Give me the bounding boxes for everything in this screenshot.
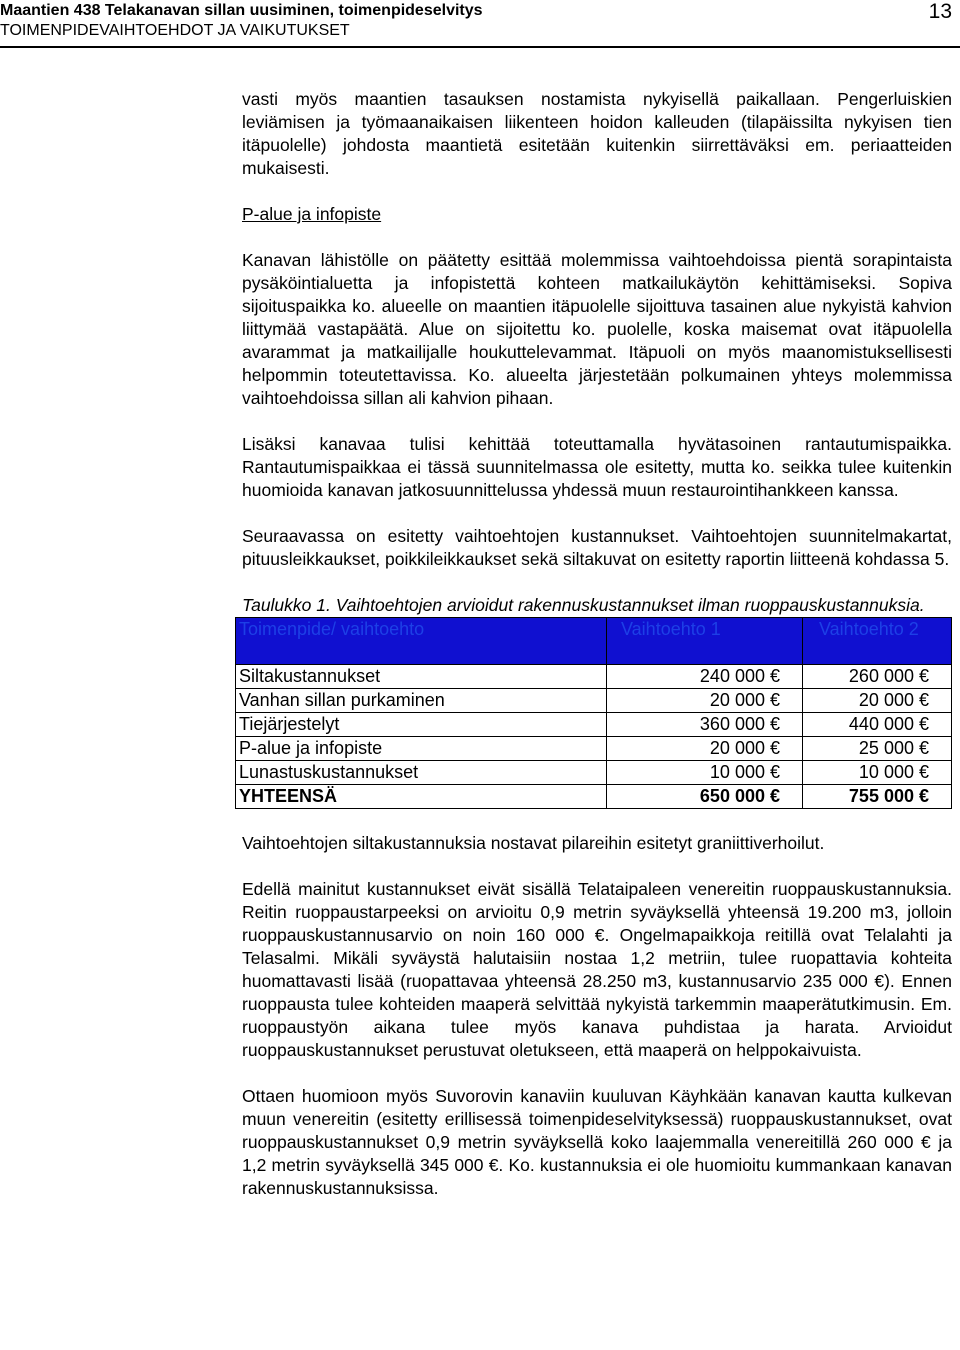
table-row bbox=[236, 737, 952, 761]
page-number: 13 bbox=[928, 0, 952, 23]
paragraph-4: Seuraavassa on esitetty vaihtoehtojen kustannukset. Vaihtoehtojen suunnitelmakartat, pituusleikkaukset, poikkileikkaukset sekä siltakuvat on esitetty raportin liitteenä kohdassa 5. bbox=[242, 526, 952, 569]
paragraph-1: vasti myös maantien tasauksen nostamista nykyisellä paikallaan. Pengerluiskien leviämisen ja työmaanaikaisen liikenteen hoidon kalleuden (tilapäissilta nykyisen tien itäpuolelle) johdosta maantietä esitetään kuitenkin siirrettäväksi em. periaatteiden mukaisesti. bbox=[242, 89, 952, 178]
table-cell: 755 000 € bbox=[803, 785, 952, 809]
paragraph-7: Ottaen huomioon myös Suvorovin kanaviin kuuluvan Käyhkään kanavan kautta kulkevan muun venereitin (esitetty erillisessä toimenpideselvityksessä) ruoppauskustannukset, ovat ruoppauskustannukset 0,9 metrin syväyksellä koko laajemmalla venereitillä 260 000 € ja 1,2 metrin syväyksellä 345 000 €. Ko. kustannuksia ei ole huomioitu kummankaan kanavan rakennuskustannuksissa. bbox=[242, 1086, 952, 1198]
table-header-cell: Vaihtoehto 2 bbox=[803, 618, 952, 665]
table-cell: 10 000 € bbox=[803, 761, 952, 785]
paragraph-2: Kanavan lähistölle on päätetty esittää molemmissa vaihtoehdoissa pientä sorapintaista pysäköintialuetta ja infopistettä kohteen matkailukäytön kehittämiseksi. Sopiva sijoituspaikka ko. alueelle on maantien itäpuolelle sijoittuva tasainen alue nykyistä kahvion liittymää vastapäätä. Alue on sijoitettu ko. puolelle, koska maisemat ovat itäpuolella avarammat ja matkailijalle houkuttelevammat. Itäpuoli on myös maanomistuksellisesti helpommin toteutettavissa. Ko. alueelta järjestetään polkumainen yhteys molemmissa vaihtoehdoissa sillan ali kahvion pihaan. bbox=[242, 250, 952, 408]
table-row bbox=[236, 665, 952, 689]
table-header-cell: Toimenpide/ vaihtoehto bbox=[236, 618, 607, 665]
paragraph-5: Vaihtoehtojen siltakustannuksia nostavat pilareihin esitetyt graniittiverhoilut. bbox=[242, 833, 825, 853]
document-body bbox=[239, 88, 952, 1200]
document-title: Maantien 438 Telakanavan sillan uusiminen, toimenpideselvitys bbox=[0, 2, 483, 19]
table-cell: 25 000 € bbox=[803, 737, 952, 761]
table-cell: 650 000 € bbox=[607, 785, 803, 809]
table-row bbox=[236, 761, 952, 785]
table-total-row bbox=[236, 785, 952, 809]
table-cell: Vanhan sillan purkaminen bbox=[236, 689, 607, 713]
table-cell: 20 000 € bbox=[803, 689, 952, 713]
paragraph-3: Lisäksi kanavaa tulisi kehittää toteuttamalla hyvätasoinen rantautumispaikka. Rantautumispaikkaa ei tässä suunnitelmassa ole esitetty, mutta ko. seikka tulee kuitenkin huomioida kanavan jatkosuunnittelussa yhdessä muun restaurointihankkeen kanssa. bbox=[242, 434, 952, 500]
section-heading: P-alue ja infopiste bbox=[242, 204, 382, 224]
table-header-cell: Vaihtoehto 1 bbox=[607, 618, 803, 665]
table-cell: 240 000 € bbox=[607, 665, 803, 689]
page-header bbox=[0, 0, 960, 52]
document-subtitle: TOIMENPIDEVAIHTOEHDOT JA VAIKUTUKSET bbox=[0, 22, 350, 39]
table-cell: 20 000 € bbox=[607, 737, 803, 761]
table-cell: YHTEENSÄ bbox=[236, 785, 607, 809]
table-row bbox=[236, 713, 952, 737]
table-cell: Lunastuskustannukset bbox=[236, 761, 607, 785]
table-row bbox=[236, 689, 952, 713]
header-divider bbox=[0, 46, 960, 48]
table-cell: 260 000 € bbox=[803, 665, 952, 689]
table-cell: Tiejärjestelyt bbox=[236, 713, 607, 737]
cost-table bbox=[235, 617, 952, 809]
table-cell: 10 000 € bbox=[607, 761, 803, 785]
table-cell: Siltakustannukset bbox=[236, 665, 607, 689]
table-cell: 360 000 € bbox=[607, 713, 803, 737]
table-cell: 440 000 € bbox=[803, 713, 952, 737]
table-cell: P-alue ja infopiste bbox=[236, 737, 607, 761]
table-cell: 20 000 € bbox=[607, 689, 803, 713]
table-caption: Taulukko 1. Vaihtoehtojen arvioidut rakennuskustannukset ilman ruoppauskustannuksia. bbox=[242, 595, 925, 615]
table-header-row bbox=[236, 618, 952, 665]
paragraph-6: Edellä mainitut kustannukset eivät sisällä Telataipaleen venereitin ruoppauskustannuksia. Reitin ruoppaustarpeeksi on arvioitu 0,9 metrin syväyksellä yhteensä 19.200 m3, jolloin ruoppauskustannusarvio on noin 160 000 €. Ongelmapaikkoja reitillä ovat Telalahti ja Telasalmi. Mikäli syväystä halutaisiin nostaa 1,2 metriin, tulee ruopattavia kohteita huomattavasti lisää (ruopattavaa yhteensä 28.250 m3, kustannusarvio 235 000 €). Ennen ruoppausta tulee kohteiden maaperä selvittää nykyistä tarkemmin maaperätutkimusin. Em. ruoppaustyön aikana tulee myös kanava puhdistaa ja harata. Arvioidut ruoppauskustannukset perustuvat oletukseen, että maaperä on helppokaivuista. bbox=[242, 879, 952, 1060]
